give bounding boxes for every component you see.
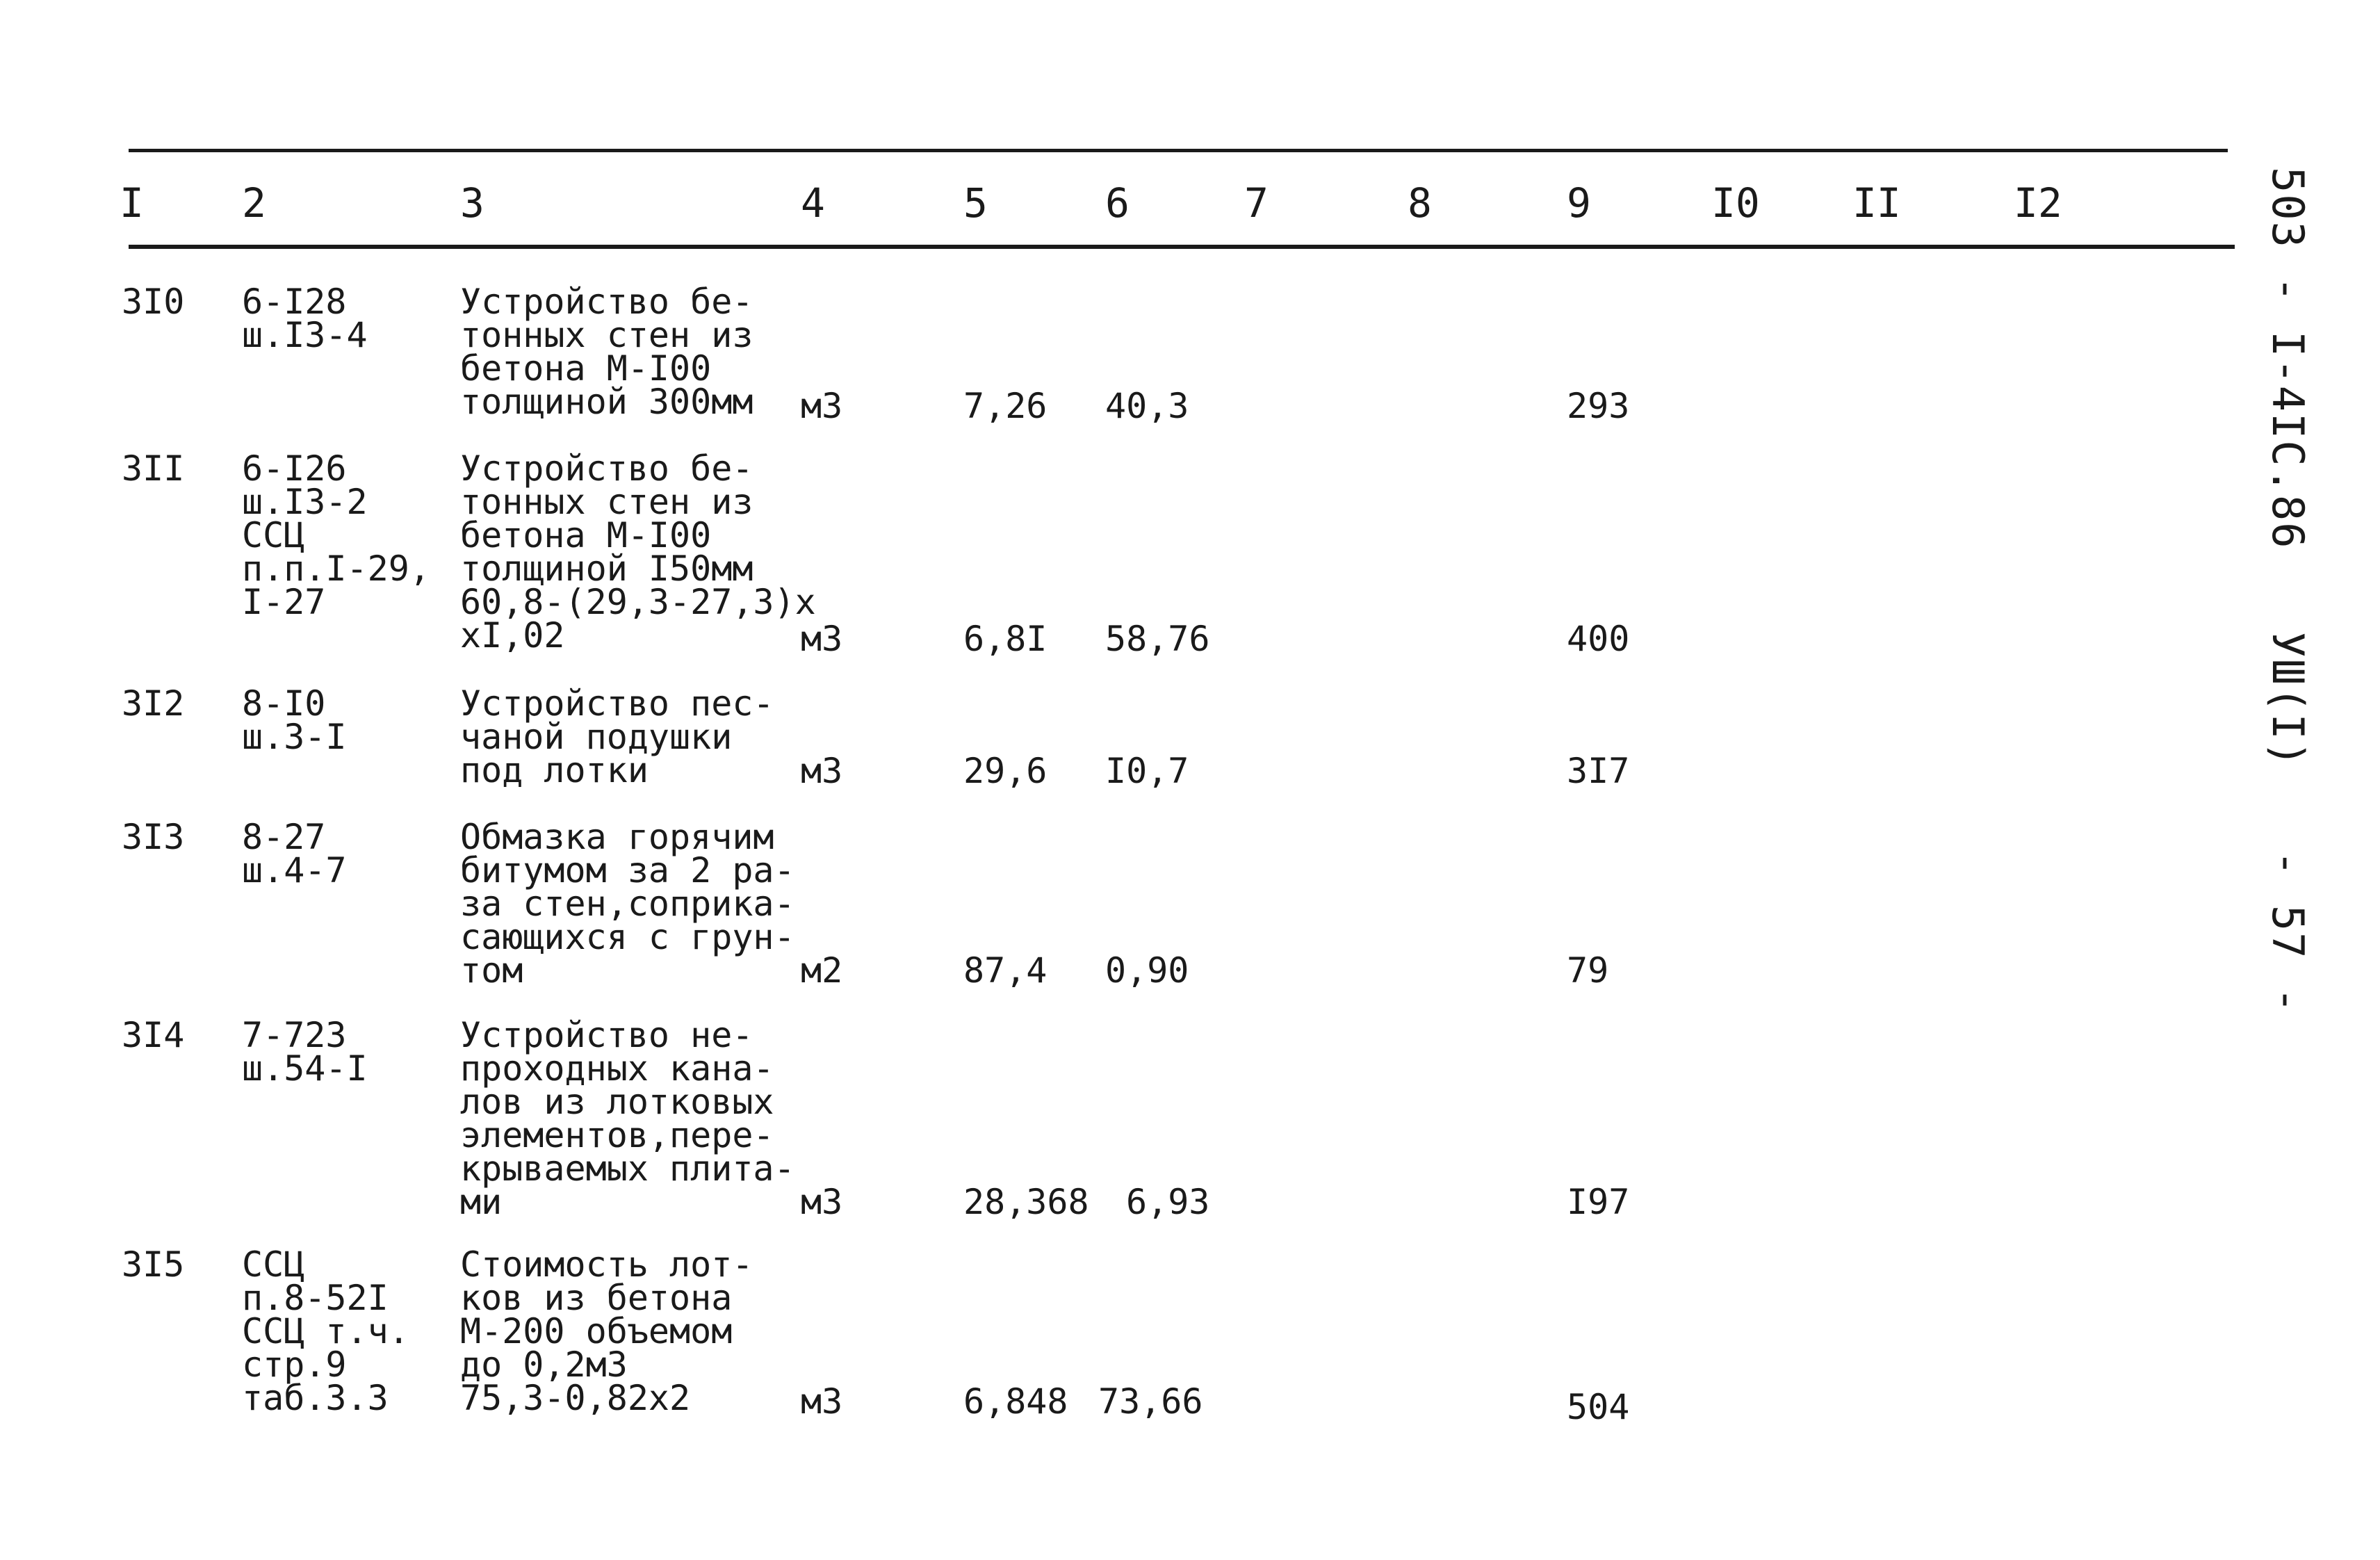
top-rule [129,149,2228,152]
row-total: I97 [1567,1182,1630,1222]
row-number: 3I4 [122,1015,185,1055]
row-code: 6-I28 ш.I3-4 [242,282,368,355]
row-quantity: 7,26 [963,386,1048,426]
side-label: 503 - I-4IC.86 УШ(I) - 57 - [2263,167,2313,1015]
row-price: 0,90 [1105,950,1189,991]
row-quantity: 87,4 [963,950,1048,991]
row-description: Устройство бе- тонных стен из бетона М-I00 толщиной 300мм [460,282,753,422]
row-total: 3I7 [1567,751,1630,791]
col-header-1: I [120,179,144,227]
row-code: 8-27 ш.4-7 [242,817,347,891]
row-number: 3I2 [122,683,185,724]
row-number: 3I0 [122,282,185,322]
col-header-7: 7 [1244,179,1269,227]
col-header-3: 3 [460,179,484,227]
row-description: Обмазка горячим битумом за 2 ра- за стен,соприка- сающихся с грун- том [460,817,795,991]
col-header-9: 9 [1567,179,1591,227]
row-unit: м3 [801,1381,843,1422]
row-quantity: 29,6 [963,751,1048,791]
row-unit: м3 [801,751,843,791]
row-description: Стоимость лот- ков из бетона М-200 объемом до 0,2м3 75,3-0,82x2 [460,1244,753,1418]
row-unit: м3 [801,386,843,426]
row-total: 504 [1567,1387,1630,1427]
row-code: 6-I26 ш.I3-2 ССЦ п.п.I-29, I-27 [242,448,430,622]
row-code: 8-I0 ш.3-I [242,683,347,757]
row-description: Устройство пес- чаной подушки под лотки [460,683,774,790]
header-rule [129,245,2235,249]
row-price: 40,3 [1105,386,1189,426]
row-price: 6,93 [1126,1182,1210,1222]
row-price: 58,76 [1105,619,1210,659]
row-price: I0,7 [1105,751,1189,791]
col-header-4: 4 [801,179,825,227]
row-code: ССЦ п.8-52I ССЦ т.ч. стр.9 таб.3.3 [242,1244,409,1418]
row-price: 73,66 [1098,1381,1203,1422]
row-quantity: 28,368 [963,1182,1089,1222]
col-header-12: I2 [2014,179,2062,227]
row-description: Устройство бе- тонных стен из бетона М-I00 толщиной I50мм 60,8-(29,3-27,3)x xI,02 [460,448,816,656]
row-total: 400 [1567,619,1630,659]
col-header-11: II [1852,179,1901,227]
col-header-2: 2 [242,179,266,227]
row-total: 293 [1567,386,1630,426]
col-header-10: I0 [1711,179,1760,227]
row-unit: м3 [801,1182,843,1222]
row-total: 79 [1567,950,1609,991]
row-number: 3I3 [122,817,185,857]
row-unit: м3 [801,619,843,659]
row-unit: м2 [801,950,843,991]
col-header-8: 8 [1408,179,1432,227]
col-header-5: 5 [963,179,988,227]
col-header-6: 6 [1105,179,1130,227]
row-quantity: 6,8I [963,619,1048,659]
row-code: 7-723 ш.54-I [242,1015,368,1089]
row-quantity: 6,848 [963,1381,1068,1422]
row-number: 3II [122,448,185,489]
row-description: Устройство не- проходных кана- лов из лотковых элементов,пере- крываемых плита- ми [460,1015,795,1222]
row-number: 3I5 [122,1244,185,1285]
